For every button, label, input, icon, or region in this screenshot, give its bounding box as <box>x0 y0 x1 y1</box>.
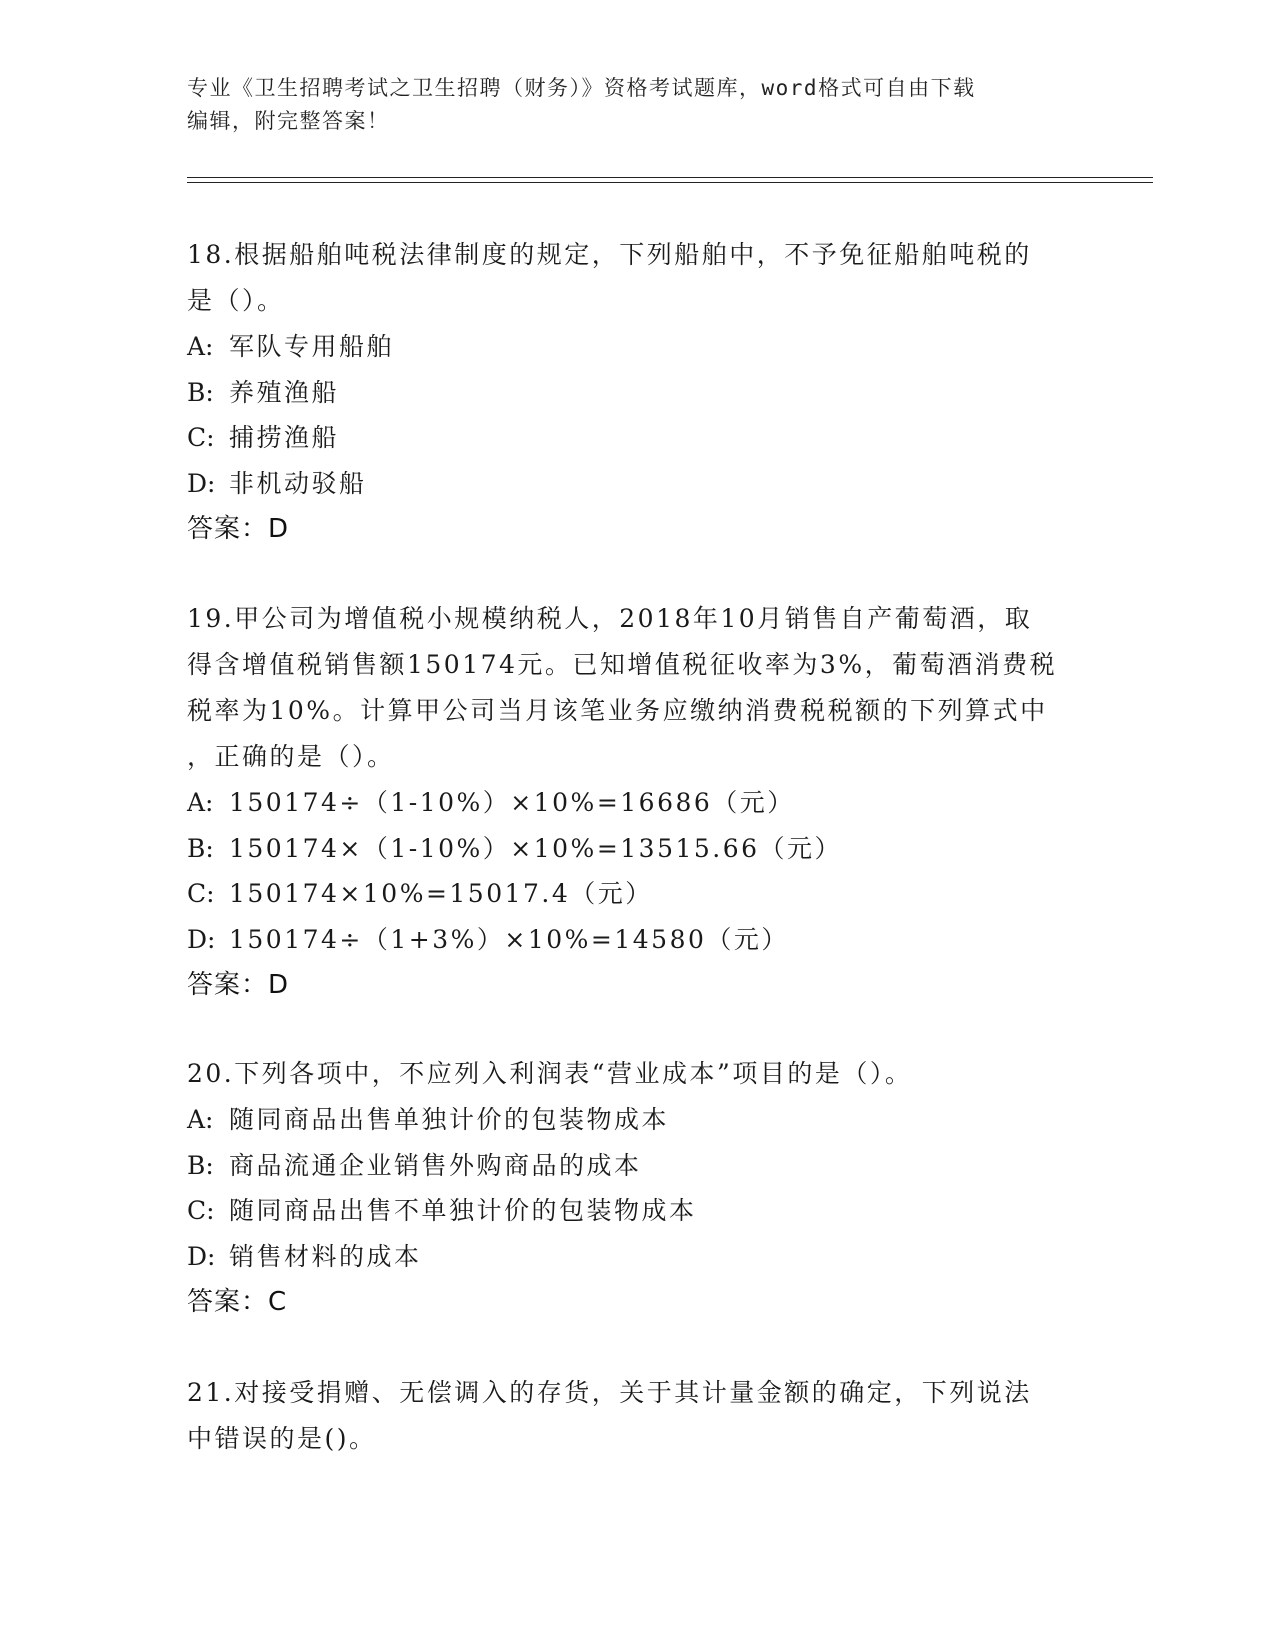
question-21 <box>187 1370 1077 1462</box>
option-text: 150174×（1-10%）×10%=13515.66（元） <box>229 833 843 863</box>
header-divider-bottom <box>187 182 1153 183</box>
question-text: 20.下列各项中，不应列入利润表“营业成本”项目的是（）。 <box>187 1059 913 1088</box>
option-text: 随同商品出售不单独计价的包装物成本 <box>229 1196 697 1225</box>
option-d <box>187 1234 1077 1280</box>
answer: 答案：D <box>187 514 290 544</box>
option-text: 150174×10%=15017.4（元） <box>229 879 653 908</box>
option-c <box>187 415 1077 461</box>
option-label: D: <box>187 924 216 954</box>
option-label: D: <box>187 468 216 498</box>
option-c <box>187 1188 1077 1234</box>
option-text: 150174÷（1+3%）×10%=14580（元） <box>229 924 789 954</box>
option-label: D: <box>187 1241 216 1271</box>
option-a <box>187 780 1077 826</box>
option-text: 非机动驳船 <box>229 468 367 498</box>
answer: 答案：D <box>187 970 290 1000</box>
option-d <box>187 917 1077 963</box>
option-label: B: <box>187 1150 214 1180</box>
option-text: 随同商品出售单独计价的包装物成本 <box>229 1105 670 1134</box>
option-label: C: <box>187 1196 215 1225</box>
option-label: C: <box>187 423 215 452</box>
option-d <box>187 461 1077 507</box>
option-label: B: <box>187 377 214 407</box>
question-text: 18.根据船舶吨税法律制度的规定，下列船舶中，不予免征船舶吨税的 是（）。 <box>187 240 1032 315</box>
option-text: 150174÷（1-10%）×10%=16686（元） <box>229 788 795 817</box>
option-label: A: <box>187 788 214 817</box>
document-header <box>187 72 1087 138</box>
option-c <box>187 871 1077 917</box>
option-text: 销售材料的成本 <box>229 1241 422 1271</box>
header-line-2: 编辑，附完整答案！ <box>187 109 390 133</box>
option-b <box>187 370 1077 416</box>
option-a <box>187 324 1077 370</box>
option-b <box>187 826 1077 872</box>
option-text: 军队专用船舶 <box>229 332 395 361</box>
option-b <box>187 1143 1077 1189</box>
option-label: A: <box>187 1105 214 1134</box>
option-text: 商品流通企业销售外购商品的成本 <box>229 1150 642 1180</box>
question-20 <box>187 1051 1077 1325</box>
answer: 答案：C <box>187 1287 288 1317</box>
header-line-1: 专业《卫生招聘考试之卫生招聘（财务）》资格考试题库，word格式可自由下载 <box>187 76 976 100</box>
question-19 <box>187 596 1077 1008</box>
question-text: 21.对接受捐赠、无偿调入的存货，关于其计量金额的确定，下列说法 中错误的是()。 <box>187 1378 1032 1453</box>
question-text: 19.甲公司为增值税小规模纳税人，2018年10月销售自产葡萄酒，取 得含增值税销售额150174元。已知增值税征收率为3%，葡萄酒消费税 税率为10%。计算甲公司当月该笔业务应缴纳消费税税额的下列算式中 ，正确的是（）。 <box>187 604 1058 771</box>
option-label: A: <box>187 332 214 361</box>
option-text: 养殖渔船 <box>229 377 340 407</box>
option-label: B: <box>187 833 214 863</box>
option-text: 捕捞渔船 <box>229 423 340 452</box>
question-18 <box>187 232 1077 552</box>
option-label: C: <box>187 879 215 908</box>
option-a <box>187 1097 1077 1143</box>
header-divider-top <box>187 177 1153 178</box>
